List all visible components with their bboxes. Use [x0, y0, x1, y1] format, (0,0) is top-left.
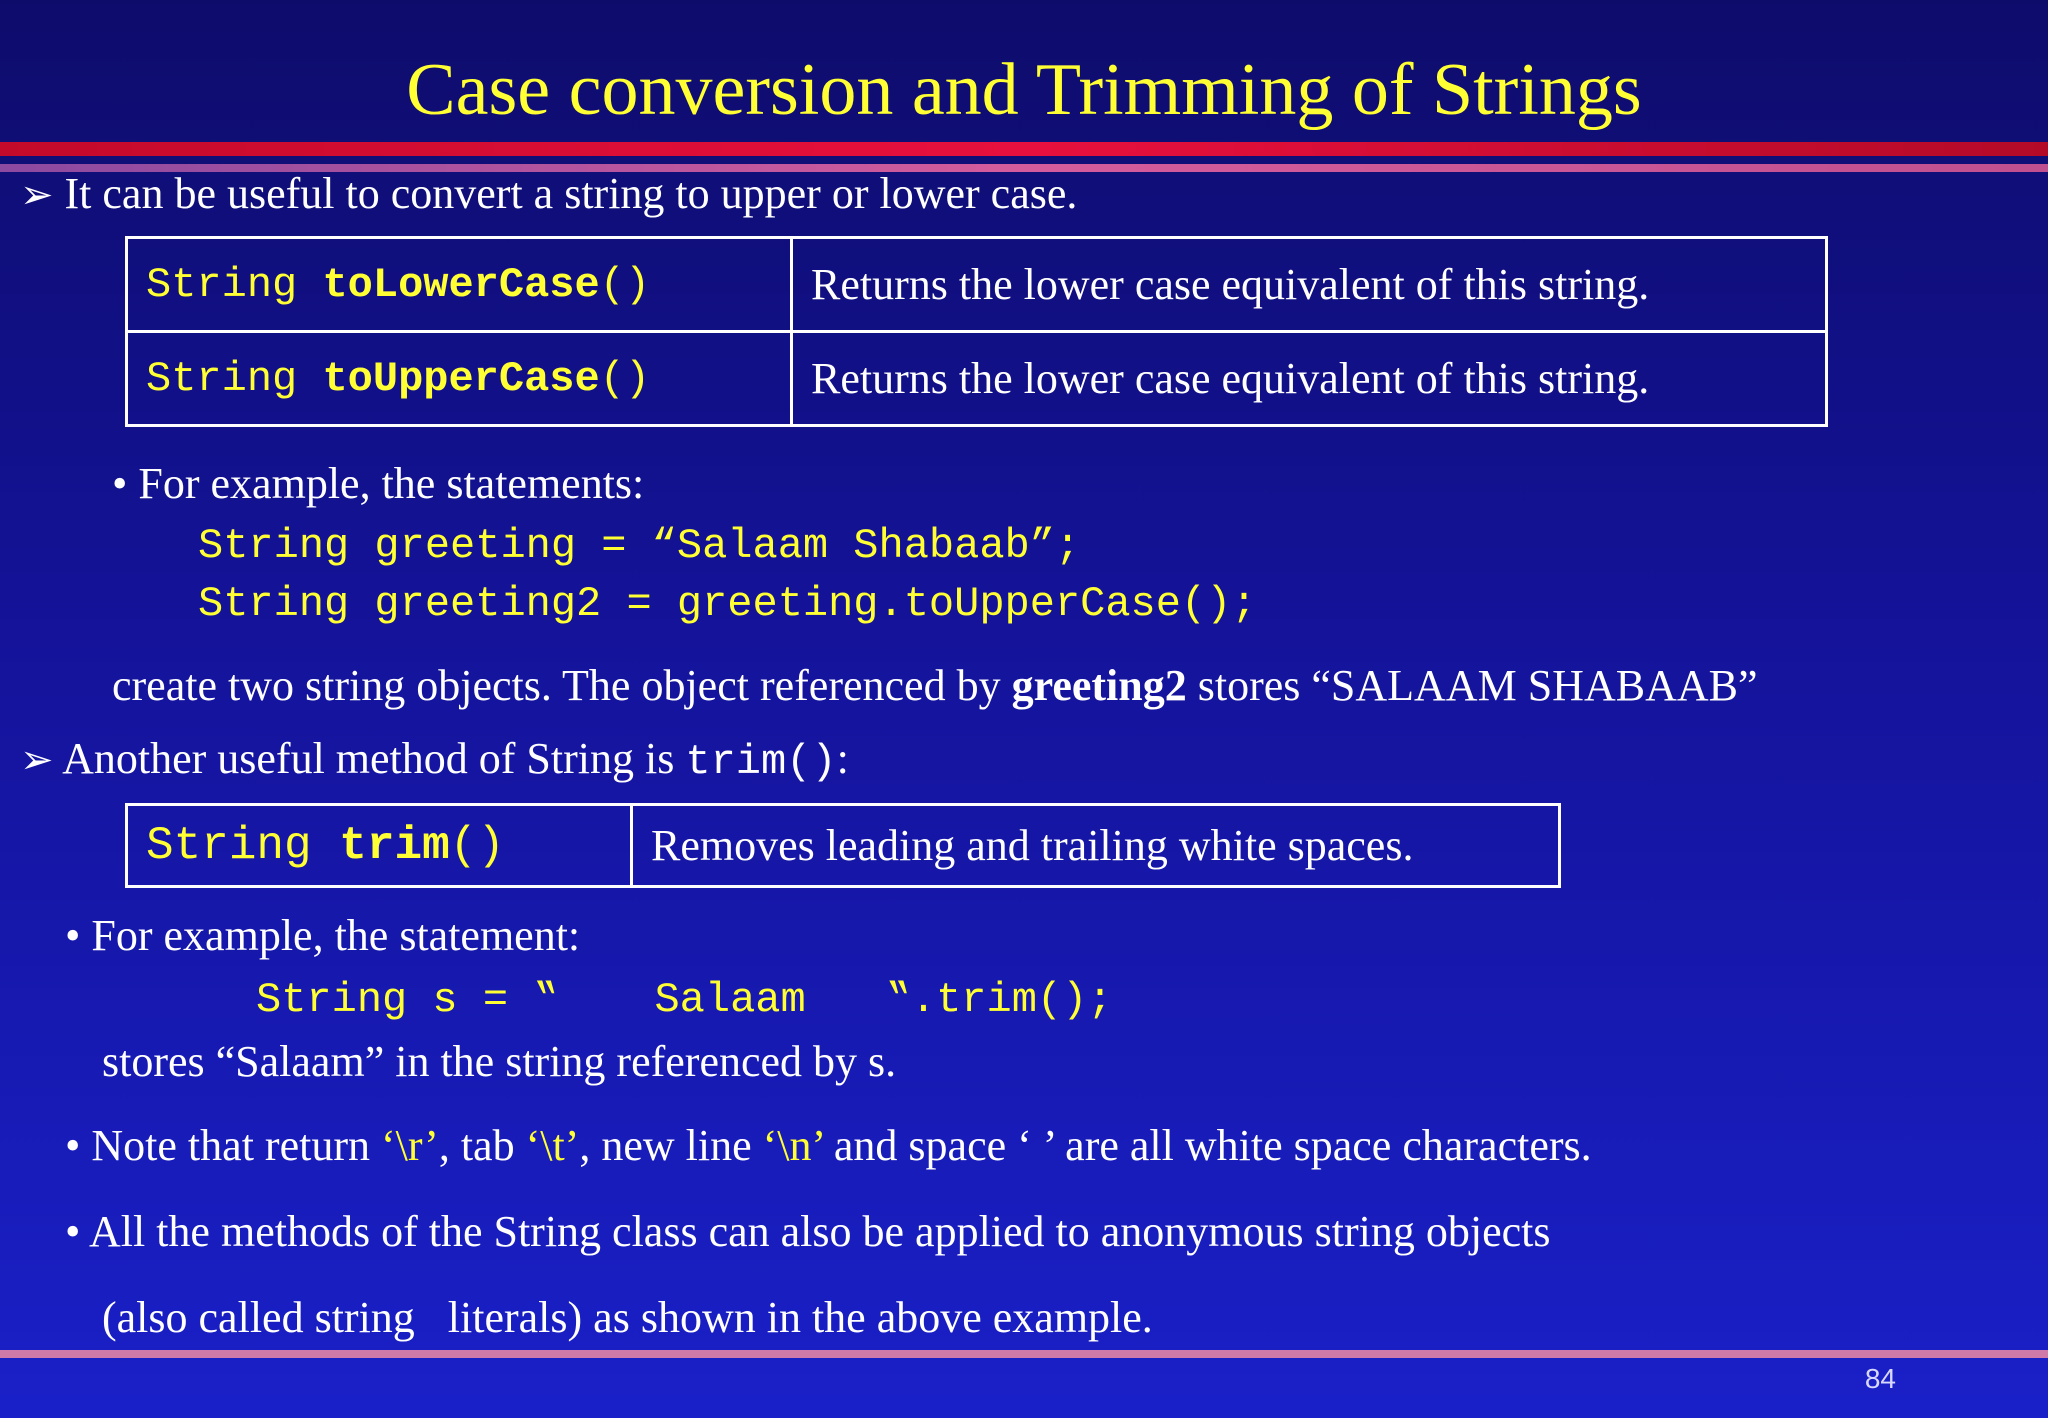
table-row: [127, 238, 1827, 332]
escape-return: ‘\r’: [380, 1121, 439, 1170]
example-2-result: stores “Salaam” in the string referenced by s.: [102, 1037, 897, 1086]
method-name: trim: [339, 819, 450, 872]
bullet-dot: •: [65, 1121, 81, 1170]
footer-divider: [0, 1350, 2048, 1358]
method-description-cell: Returns the lower case equivalent of this string.: [792, 238, 1827, 332]
code-line-greeting: String greeting = “Salaam Shabaab”;: [198, 522, 1081, 570]
method-signature-cell: String toLowerCase(): [127, 238, 792, 332]
bullet-dot: •: [112, 459, 128, 508]
anonymous-strings-note: • All the methods of the String class can also be applied to anonymous string objects: [65, 1207, 1551, 1256]
method-signature-cell: String toUpperCase(): [127, 332, 792, 426]
table-row: [127, 805, 1560, 887]
inline-code: trim(): [685, 738, 837, 786]
trim-method-table: [125, 803, 1561, 888]
method-name: toLowerCase: [322, 260, 600, 309]
method-description-cell: Returns the lower case equivalent of this string.: [792, 332, 1827, 426]
bullet-dot: •: [65, 1207, 81, 1256]
bullet-2-text: Another useful method of String is: [62, 734, 686, 783]
method-description-cell: Removes leading and trailing white spaces.: [632, 805, 1560, 887]
example-1-intro: • For example, the statements:: [112, 459, 645, 508]
slide-title: Case conversion and Trimming of Strings: [406, 49, 1642, 131]
bullet-1: [20, 168, 1077, 219]
bullet-1-text: It can be useful to convert a string to upper or lower case.: [64, 169, 1078, 218]
table-row: [127, 332, 1827, 426]
arrow-bullet-icon: ➢: [20, 172, 54, 217]
example-1-result: create two string objects. The object referenced by greeting2 stores “SALAAM SHABAAB”: [112, 661, 1758, 710]
variable-name: greeting2: [1011, 661, 1187, 710]
code-line-greeting2: String greeting2 = greeting.toUpperCase();: [198, 580, 1257, 628]
bullet-dot: •: [65, 911, 81, 960]
bullet-2: ➢ Another useful method of String is trim():: [20, 734, 849, 786]
code-line-trim: String s = ‟ Salaam ‟.trim();: [256, 976, 1113, 1024]
method-name: toUpperCase: [322, 354, 600, 403]
escape-tab: ‘\t’: [525, 1121, 580, 1170]
arrow-bullet-icon: ➢: [20, 737, 54, 782]
whitespace-note: • Note that return ‘\r’, tab ‘\t’, new line ‘\n’ and space ‘ ’ are all white space characters.: [65, 1121, 1592, 1170]
anonymous-strings-note-cont: (also called string literals) as shown in the above example.: [102, 1293, 1153, 1342]
example-2-intro: • For example, the statement:: [65, 911, 581, 960]
escape-newline: ‘\n’: [762, 1121, 823, 1170]
title-underline-red: [0, 142, 2048, 156]
method-signature-cell: String trim(): [127, 805, 632, 887]
case-methods-table: [125, 236, 1828, 427]
page-number: 84: [1864, 1363, 1896, 1394]
